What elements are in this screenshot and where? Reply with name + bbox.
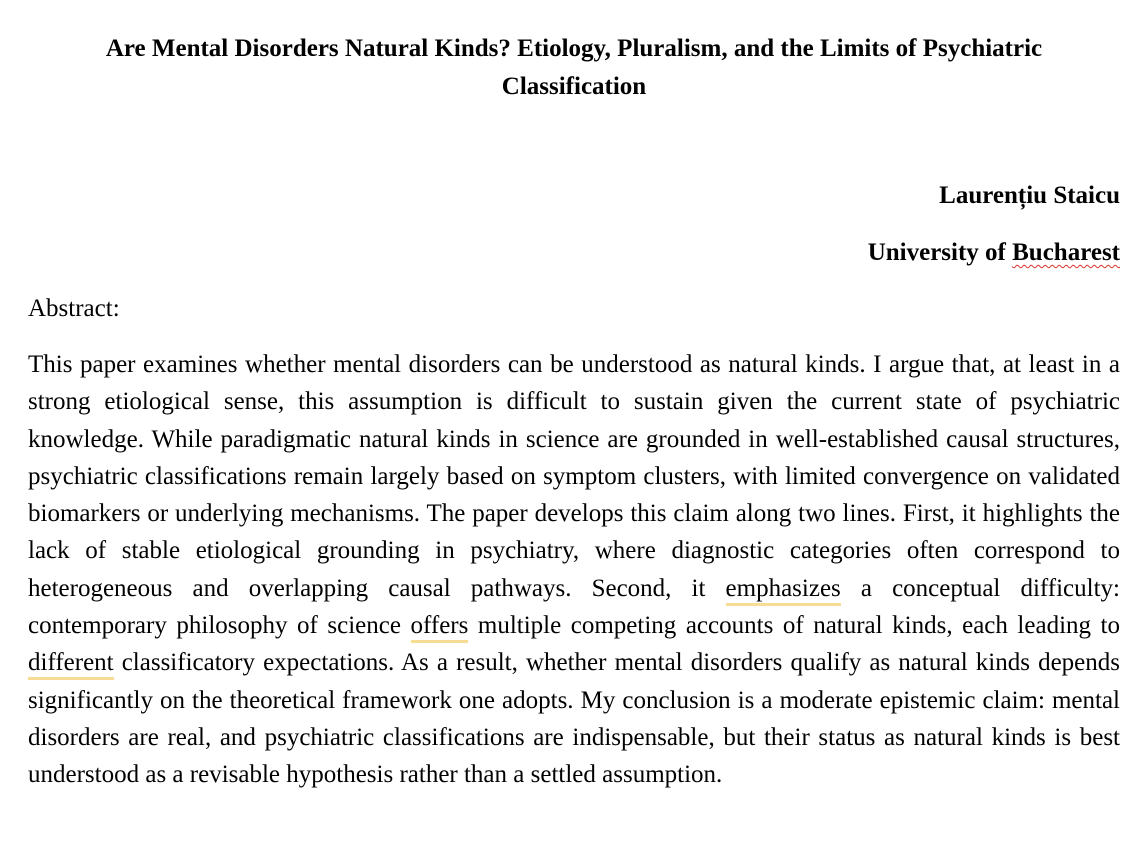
abstract-text[interactable] [28,346,1120,794]
abstract-segment: classificatory expectations. As a result, whether mental disorders qualify as natural kinds depends significantly on the theoretical framework one adopts. My conclusion is a moderate epistemic claim: mental disorders are real, and psychiatric classifications are indispensable, but their status as natural kinds is best understood as a revisable hypothesis rather than a settled assumption. [28,649,1120,789]
grammar-suggestion-word[interactable]: different [28,649,114,680]
affiliation-prefix: University of [867,239,1013,266]
grammar-suggestion-word[interactable]: emphasizes [726,575,841,606]
abstract-segment: a conceptual difficulty: contemporary philosophy of science [28,574,1120,640]
paper-title: Are Mental Disorders Natural Kinds? Etiology, Pluralism, and the Limits of Psychiatric Classification [105,35,1043,100]
spellcheck-flagged-word[interactable]: Bucharest [1012,239,1120,266]
author-affiliation [868,237,1120,269]
abstract-segment: This paper examines whether mental disorders can be understood as natural kinds. I argue that, at least in a strong etiological sense, this assumption is difficult to sustain given the current state of psychiatric knowledge. While paradigmatic natural kinds in science are grounded in well-established causal structures, psychiatric classifications remain largely based on symptom clusters, with limited convergence on validated biomarkers or underlying mechanisms. The paper develops this claim along two lines. First, it highlights the lack of stable etiological grounding in psychiatry, where diagnostic categories often correspond to heterogeneous and overlapping causal pathways. Second, it [28,351,1120,602]
grammar-suggestion-word[interactable]: offers [411,612,469,643]
abstract-heading: Abstract: [28,295,120,322]
abstract-segment: multiple competing accounts of natural kinds, each leading to [468,612,1121,640]
author-name: Laurențiu Staicu [939,182,1120,209]
